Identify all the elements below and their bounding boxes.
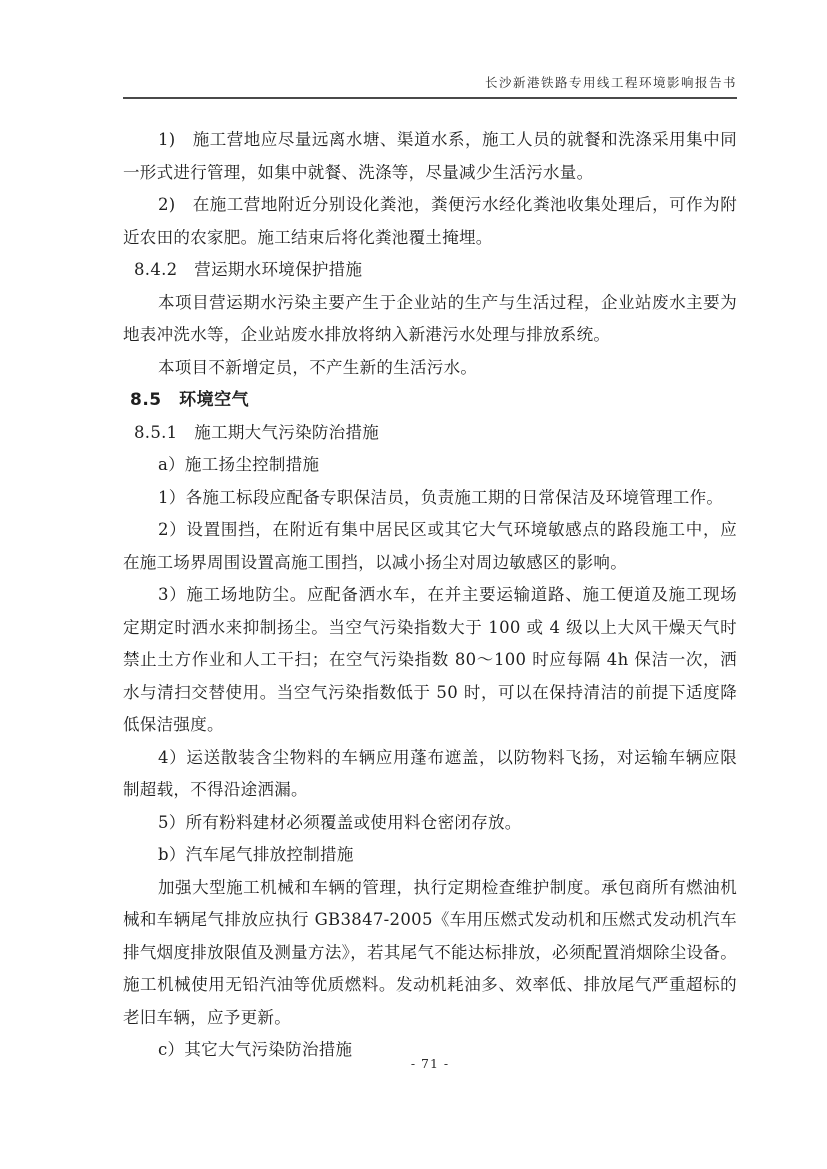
- paragraph-item-5-powder-storage: 5）所有粉料建材必须覆盖或使用料仓密闭存放。: [158, 812, 522, 832]
- page-header: [123, 74, 737, 99]
- paragraph-item-c-other-measures: c）其它大气污染防治措施: [158, 1040, 353, 1059]
- paragraph-machinery-maintenance: 加强大型施工机械和车辆的管理，执行定期检查维护制度。承包商所有燃油机械和车辆尾气排放应执行 GB3847-2005《车用压燃式发动机和压燃式发动机汽车排气烟度排放限值及测量方法》，若其尾气不能达标排放，必须配置消烟除尘设备。施工机械使用无铅汽油等优质燃料。发动机耗油多、效率低、排放尾气严重超标的老旧车辆，应予更新。: [123, 877, 737, 1027]
- section-heading-8-4-2: 8.4.2 营运期水环境保护措施: [134, 260, 363, 279]
- paragraph-item-a-dust-control: a）施工扬尘控制措施: [158, 455, 320, 474]
- paragraph-no-new-staff: 本项目不新增定员，不产生新的生活污水。: [158, 357, 478, 377]
- header-running-title: 长沙新港铁路专用线工程环境影响报告书: [484, 75, 737, 90]
- page-number: - 71 -: [410, 1056, 450, 1071]
- paragraph-item-3-water-spraying: 3）施工场地防尘。应配备洒水车，在并主要运输道路、施工便道及施工现场定期定时洒水来抑制扬尘。当空气污染指数大于 100 或 4 级以上大风干燥天气时禁止土方作业和人工干扫；在空气污染指数 80～100 时应每隔 4h 保洁一次，洒水与清扫交替使用。当空气污染指数低于 50 时，可以在保持清洁的前提下适度降低保洁强度。: [123, 585, 737, 734]
- section-heading-8-5-1: 8.5.1 施工期大气污染防治措施: [134, 422, 380, 442]
- paragraph-item-1-cleaners: 1）各施工标段应配备专职保洁员，负责施工期的日常保洁及环境管理工作。: [158, 487, 724, 507]
- document-body: [123, 124, 737, 1067]
- paragraph-item-b-exhaust-control: b）汽车尾气排放控制措施: [158, 845, 354, 864]
- paragraph-item-2-septic-tank: 2) 在施工营地附近分别设化粪池，粪便污水经化粪池收集处理后，可作为附近农田的农家肥。施工结束后将化粪池覆土掩埋。: [123, 195, 737, 247]
- page-footer: [123, 1056, 737, 1071]
- section-heading-8-5: 8.5 环境空气: [130, 390, 250, 410]
- paragraph-item-4-truck-cover: 4）运送散装含尘物料的车辆应用蓬布遮盖，以防物料飞扬，对运输车辆应限制超载，不得沿途洒漏。: [123, 747, 737, 799]
- paragraph-operation-wastewater: 本项目营运期水污染主要产生于企业站的生产与生活过程，企业站废水主要为地表冲洗水等，企业站废水排放将纳入新港污水处理与排放系统。: [123, 292, 737, 344]
- paragraph-item-2-enclosure: 2）设置围挡，在附近有集中居民区或其它大气环境敏感点的路段施工中，应在施工场界周围设置高施工围挡，以减小扬尘对周边敏感区的影响。: [123, 520, 737, 572]
- paragraph-item-1-camp-siting: 1) 施工营地应尽量远离水塘、渠道水系，施工人员的就餐和洗涤采用集中同一形式进行管理，如集中就餐、洗涤等，尽量减少生活污水量。: [123, 130, 737, 182]
